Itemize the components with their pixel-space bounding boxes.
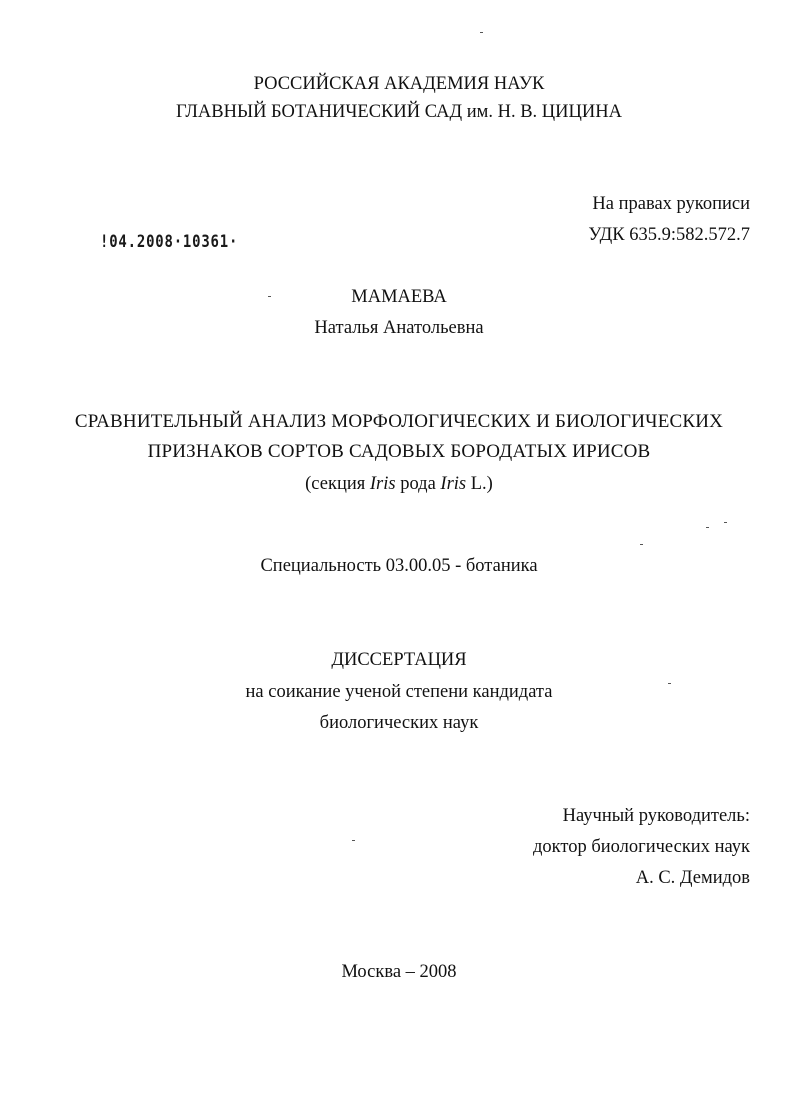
dissertation-heading: ДИССЕРТАЦИЯ [331, 650, 467, 670]
city-year: Москва – 2008 [341, 962, 457, 982]
scan-speck [640, 544, 643, 545]
title-line-1: СРАВНИТЕЛЬНЫЙ АНАЛИЗ МОРФОЛОГИЧЕСКИХ И БИОЛОГИЧЕСКИХ [74, 411, 724, 432]
supervisor-name: А. С. Демидов [635, 868, 750, 888]
library-stamp: !04.2008·10361· [100, 232, 239, 252]
scan-speck [352, 840, 355, 841]
title-line-2: ПРИЗНАКОВ СОРТОВ САДОВЫХ БОРОДАТЫХ ИРИСОВ [147, 441, 651, 462]
academy-name: РОССИЙСКАЯ АКАДЕМИЯ НАУК [253, 74, 545, 94]
section-pre: (секция [305, 474, 370, 494]
author-name: Наталья Анатольевна [314, 318, 484, 338]
section-genus-1: Iris [369, 474, 396, 494]
title-section [0, 474, 798, 495]
dissertation-purpose: на соикание ученой степени кандидата [245, 682, 553, 702]
scan-speck [480, 32, 483, 33]
section-mid: рода [395, 474, 441, 494]
section-genus-2: Iris [440, 474, 467, 494]
garden-name: ГЛАВНЫЙ БОТАНИЧЕСКИЙ САД им. Н. В. ЦИЦИНА [176, 102, 622, 122]
udk-code: УДК 635.9:582.572.7 [588, 225, 750, 245]
supervisor-degree: доктор биологических наук [532, 837, 750, 857]
section-post: L.) [466, 474, 493, 494]
scan-speck [668, 683, 671, 684]
dissertation-degree: биологических наук [319, 713, 479, 733]
scan-speck [724, 522, 727, 523]
scan-speck [706, 527, 709, 528]
supervisor-label: Научный руководитель: [562, 806, 750, 826]
author-surname: МАМАЕВА [351, 287, 447, 307]
manuscript-rights: На правах рукописи [592, 194, 750, 214]
scan-speck [268, 296, 271, 297]
speciality: Специальность 03.00.05 - ботаника [260, 556, 538, 576]
